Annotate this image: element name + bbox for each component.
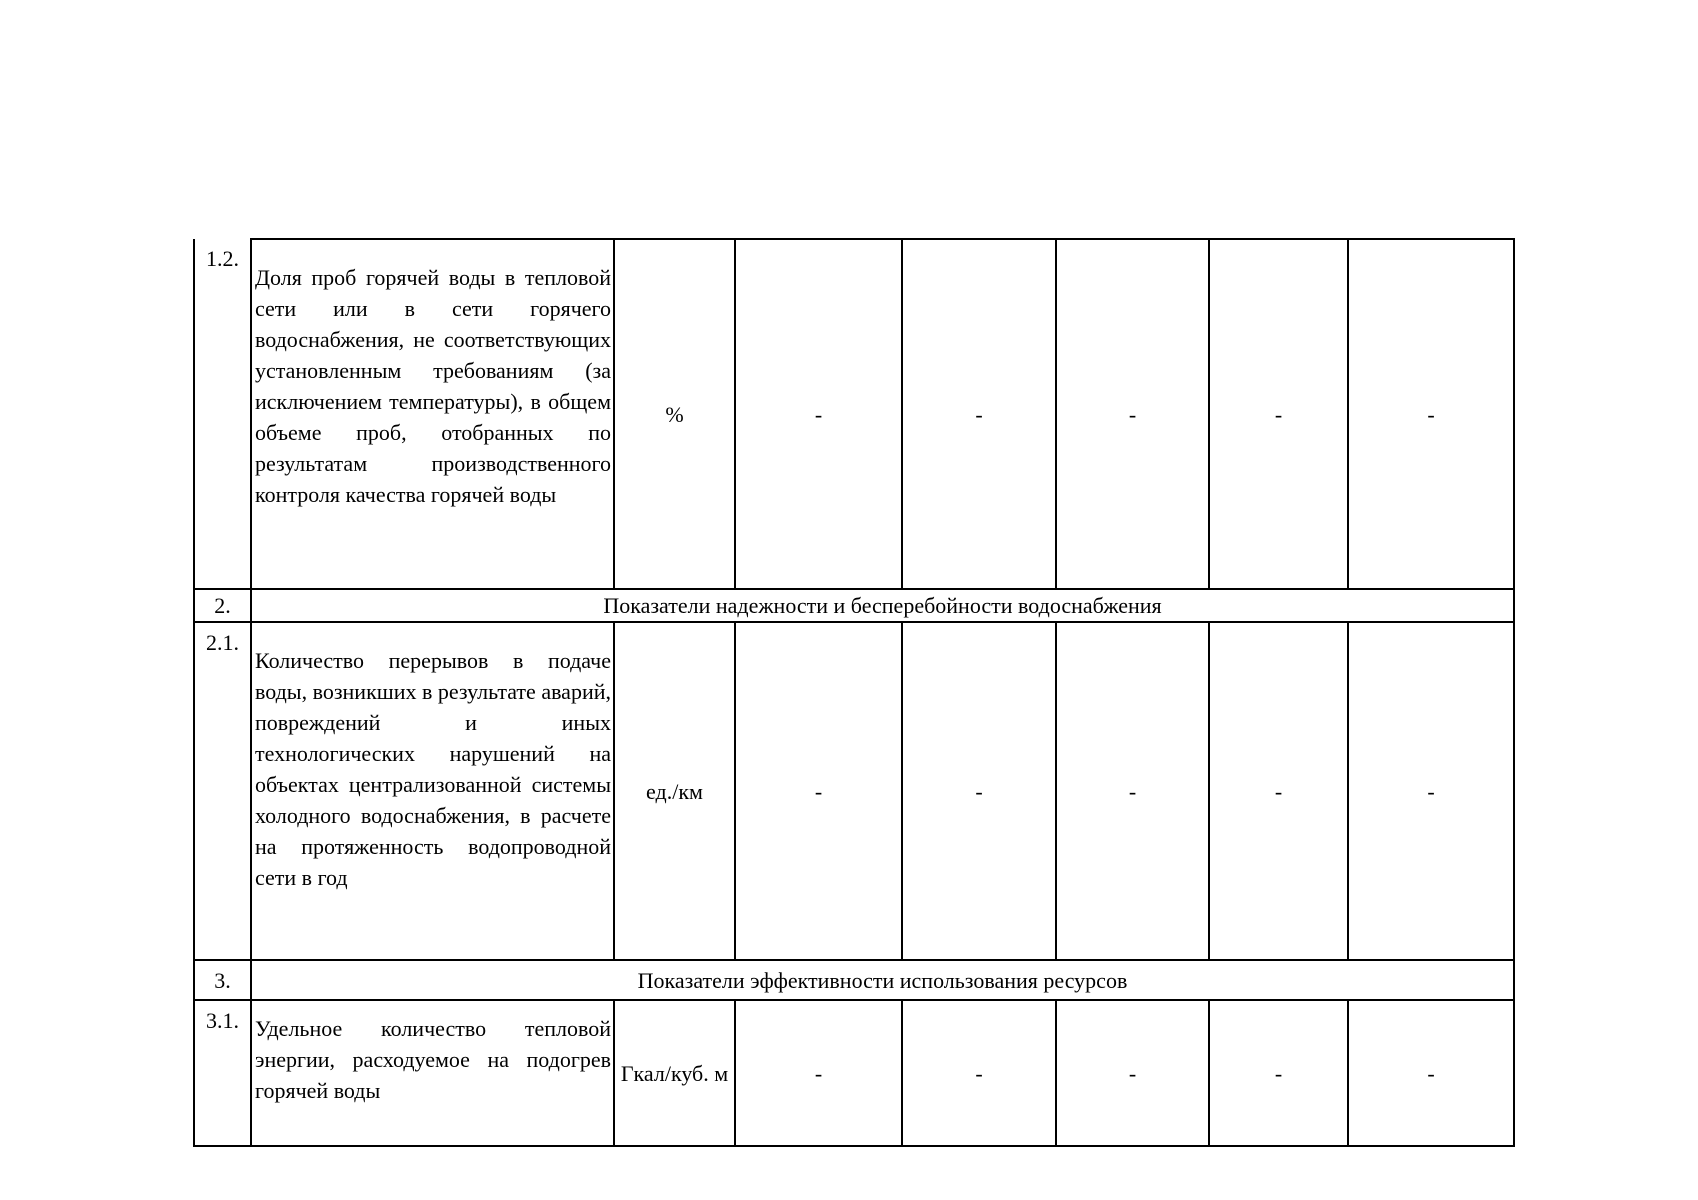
row-number: 3.1. <box>194 1000 251 1146</box>
unit-cell: % <box>614 239 735 589</box>
value-cell: - <box>1209 1000 1348 1146</box>
unit-cell: ед./км <box>614 622 735 960</box>
value-cell: - <box>1348 239 1514 589</box>
unit-cell: Гкал/куб. м <box>614 1000 735 1146</box>
table-row <box>194 622 1514 960</box>
value-cell: - <box>902 239 1056 589</box>
table-row <box>194 1000 1514 1146</box>
section-title: Показатели эффективности использования ресурсов <box>251 960 1514 1000</box>
section-number: 3. <box>194 960 251 1000</box>
indicator-name: Количество перерывов в подаче воды, возникших в результате аварий, повреждений и иных технологических нарушений на объектах централизованной системы холодного водоснабжения, в расчете на протяженность водопроводной сети в год <box>251 622 614 960</box>
table-row <box>194 239 1514 589</box>
value-cell: - <box>902 622 1056 960</box>
indicators-table <box>193 238 1515 1147</box>
value-cell: - <box>1209 239 1348 589</box>
section-row <box>194 589 1514 622</box>
value-cell: - <box>735 622 902 960</box>
value-cell: - <box>1056 1000 1209 1146</box>
indicator-name: Удельное количество тепловой энергии, расходуемое на подогрев горячей воды <box>251 1000 614 1146</box>
section-title: Показатели надежности и бесперебойности водоснабжения <box>251 589 1514 622</box>
row-number: 1.2. <box>194 239 251 589</box>
indicator-name: Доля проб горячей воды в тепловой сети или в сети горячего водоснабжения, не соответствующих установленным требованиям (за исключением температуры), в общем объеме проб, отобранных по результатам производственного контроля качества горячей воды <box>251 239 614 589</box>
section-row <box>194 960 1514 1000</box>
value-cell: - <box>1209 622 1348 960</box>
value-cell: - <box>1056 239 1209 589</box>
value-cell: - <box>735 239 902 589</box>
value-cell: - <box>902 1000 1056 1146</box>
value-cell: - <box>1348 1000 1514 1146</box>
row-number: 2.1. <box>194 622 251 960</box>
value-cell: - <box>1348 622 1514 960</box>
value-cell: - <box>1056 622 1209 960</box>
value-cell: - <box>735 1000 902 1146</box>
section-number: 2. <box>194 589 251 622</box>
